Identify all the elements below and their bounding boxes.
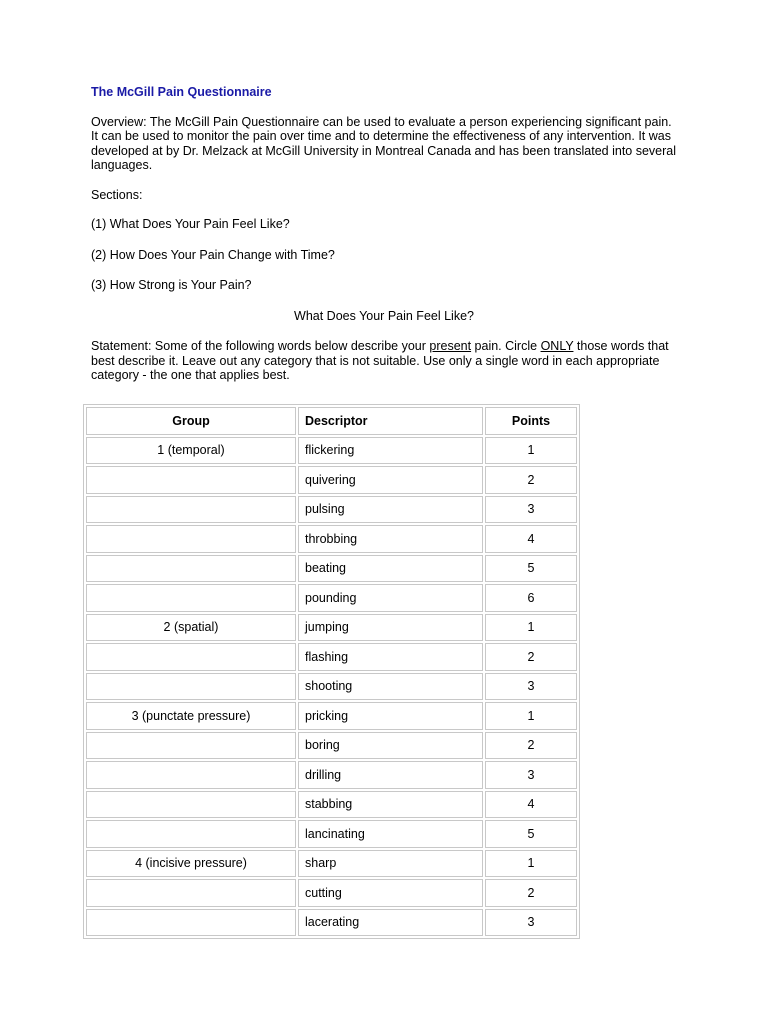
cell-group [86, 879, 296, 907]
cell-points: 3 [485, 496, 577, 524]
cell-points: 2 [485, 643, 577, 671]
table-row [86, 525, 577, 553]
header-descriptor: Descriptor [298, 407, 483, 435]
document-title: The McGill Pain Questionnaire [91, 85, 272, 99]
cell-points: 5 [485, 555, 577, 583]
table-header-row [86, 407, 577, 435]
statement-part-3: those words that best describe it. Leave out any category that is not suitable. Use only a single word in each appropriate category - the one that applies best. [91, 339, 669, 382]
table-row [86, 791, 577, 819]
pain-descriptor-table [83, 404, 580, 939]
cell-points: 3 [485, 761, 577, 789]
cell-descriptor: sharp [298, 850, 483, 878]
cell-group [86, 732, 296, 760]
cell-group [86, 466, 296, 494]
cell-descriptor: quivering [298, 466, 483, 494]
document-body [91, 85, 681, 398]
cell-group [86, 525, 296, 553]
overview-paragraph: Overview: The McGill Pain Questionnaire can be used to evaluate a person experiencing significant pain. It can be used to monitor the pain over time and to determine the effectiveness of any intervention. It was developed at by Dr. Melzack at McGill University in Montreal Canada and has been translated into several languages. [91, 114, 677, 172]
statement-paragraph [91, 339, 681, 383]
cell-group [86, 909, 296, 937]
sections-label: Sections: [91, 187, 143, 202]
table-row [86, 614, 577, 642]
subheading: What Does Your Pain Feel Like? [294, 308, 474, 323]
statement-part-2: pain. Circle [471, 339, 541, 353]
cell-group [86, 643, 296, 671]
table-row [86, 879, 577, 907]
cell-points: 1 [485, 702, 577, 730]
cell-points: 5 [485, 820, 577, 848]
cell-group [86, 496, 296, 524]
cell-points: 6 [485, 584, 577, 612]
table-row [86, 437, 577, 465]
table-row [86, 643, 577, 671]
cell-descriptor: pricking [298, 702, 483, 730]
cell-points: 4 [485, 791, 577, 819]
statement-part-1: Statement: Some of the following words below describe your [91, 339, 430, 353]
section-item-3: (3) How Strong is Your Pain? [91, 278, 252, 292]
table-row [86, 496, 577, 524]
cell-group [86, 820, 296, 848]
table-row [86, 584, 577, 612]
cell-points: 2 [485, 879, 577, 907]
cell-points: 2 [485, 466, 577, 494]
cell-points: 2 [485, 732, 577, 760]
table-row [86, 732, 577, 760]
cell-descriptor: stabbing [298, 791, 483, 819]
header-group: Group [86, 407, 296, 435]
cell-descriptor: lacerating [298, 909, 483, 937]
cell-group: 1 (temporal) [86, 437, 296, 465]
section-item-1: (1) What Does Your Pain Feel Like? [91, 217, 290, 231]
cell-points: 4 [485, 525, 577, 553]
table-row [86, 820, 577, 848]
table-row [86, 850, 577, 878]
cell-points: 1 [485, 437, 577, 465]
cell-descriptor: lancinating [298, 820, 483, 848]
cell-descriptor: pounding [298, 584, 483, 612]
cell-descriptor: jumping [298, 614, 483, 642]
statement-present: present [429, 339, 472, 353]
statement-only: ONLY [540, 339, 574, 353]
header-points: Points [485, 407, 577, 435]
cell-group [86, 791, 296, 819]
cell-descriptor: beating [298, 555, 483, 583]
cell-descriptor: shooting [298, 673, 483, 701]
table-row [86, 555, 577, 583]
table-row [86, 702, 577, 730]
cell-group: 2 (spatial) [86, 614, 296, 642]
cell-points: 1 [485, 614, 577, 642]
cell-descriptor: flashing [298, 643, 483, 671]
cell-group [86, 761, 296, 789]
cell-points: 3 [485, 673, 577, 701]
cell-descriptor: drilling [298, 761, 483, 789]
cell-points: 1 [485, 850, 577, 878]
cell-descriptor: throbbing [298, 525, 483, 553]
table-row [86, 761, 577, 789]
cell-group: 4 (incisive pressure) [86, 850, 296, 878]
cell-descriptor: boring [298, 732, 483, 760]
cell-group [86, 584, 296, 612]
table-body [86, 437, 577, 937]
cell-points: 3 [485, 909, 577, 937]
cell-descriptor: flickering [298, 437, 483, 465]
table-row [86, 673, 577, 701]
cell-group: 3 (punctate pressure) [86, 702, 296, 730]
pain-table-wrapper [83, 404, 580, 939]
cell-group [86, 673, 296, 701]
cell-group [86, 555, 296, 583]
cell-descriptor: cutting [298, 879, 483, 907]
table-row [86, 909, 577, 937]
section-item-2: (2) How Does Your Pain Change with Time? [91, 247, 335, 262]
table-row [86, 466, 577, 494]
cell-descriptor: pulsing [298, 496, 483, 524]
